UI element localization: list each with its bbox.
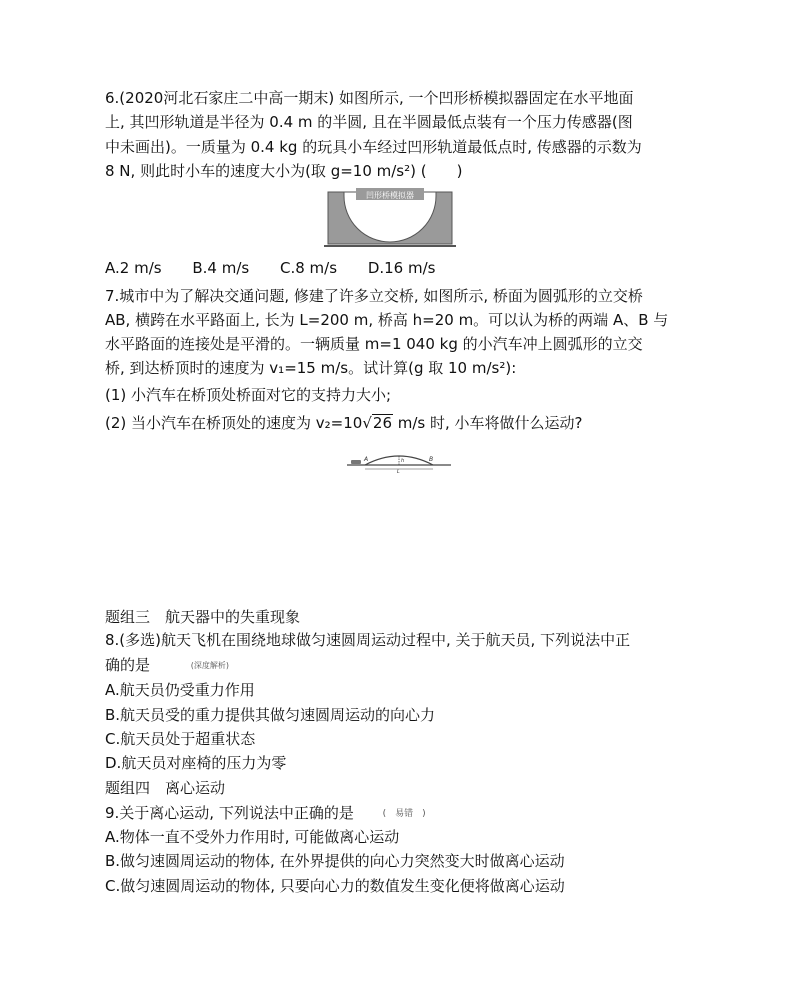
q8-line-1: 8.(多选)航天飞机在围绕地球做匀速圆周运动过程中, 关于航天员, 下列说法中正 (105, 631, 631, 649)
q7-line-2: AB, 横跨在水平路面上, 长为 L=200 m, 桥高 h=20 m。可以认为桥的两端 A、B 与 (105, 311, 669, 329)
q8-option-a[interactable]: A.航天员仍受重力作用 (105, 681, 255, 699)
q8-option-b[interactable]: B.航天员受的重力提供其做匀速圆周运动的向心力 (105, 706, 436, 724)
q8-option-d[interactable]: D.航天员对座椅的压力为零 (105, 754, 287, 772)
q9-line-1 (105, 803, 426, 824)
q6-option-c[interactable]: C.8 m/s (279, 259, 338, 277)
q7-line-3: 水平路面的连接处是平滑的。一辆质量 m=1 040 kg 的小汽车冲上圆弧形的立交 (105, 335, 643, 353)
sqrt-radicand: 26 (372, 414, 392, 432)
label-b: B (429, 456, 434, 463)
q7-sub-2-pre: (2) 当小汽车在桥顶处的速度为 v₂=10 (105, 414, 363, 432)
q6-option-b[interactable]: B.4 m/s (192, 259, 250, 277)
q8-line-2 (105, 655, 229, 676)
concave-bridge-figure (324, 186, 456, 250)
q9-option-b[interactable]: B.做匀速圆周运动的物体, 在外界提供的向心力突然变大时做离心运动 (105, 852, 565, 870)
q6-line-4: 8 N, 则此时小车的速度大小为(取 g=10 m/s²) ( ) (105, 162, 463, 180)
q9-option-c[interactable]: C.做匀速圆周运动的物体, 只要向心力的数值发生变化便将做离心运动 (105, 877, 565, 895)
q7-sub-2: (2) 当小汽车在桥顶处的速度为 v₂=10√26 m/s 时, 小车将做什么运动? (105, 414, 583, 432)
q9-stem: 9.关于离心运动, 下列说法中正确的是 (105, 804, 354, 822)
overpass-bridge-figure (345, 449, 453, 473)
q8-option-c[interactable]: C.航天员处于超重状态 (105, 730, 256, 748)
q9-tag: ( 易错 ) (382, 808, 426, 819)
group4-title: 题组四 离心运动 (105, 779, 226, 797)
q6-line-1: 6.(2020河北石家庄二中高一期末) 如图所示, 一个凹形桥模拟器固定在水平地面 (105, 89, 634, 107)
q6-options (105, 258, 461, 278)
q8-tag: (深度解析) (190, 660, 230, 670)
q7-sub-1: (1) 小汽车在桥顶处桥面对它的支持力大小; (105, 386, 392, 404)
q7-line-4: 桥, 到达桥顶时的速度为 v₁=15 m/s。试计算(g 取 10 m/s²): (105, 359, 517, 377)
group3-title: 题组三 航天器中的失重现象 (105, 608, 301, 626)
figure-label: 凹形桥模拟器 (366, 191, 414, 200)
q6-option-d[interactable]: D.16 m/s (367, 259, 436, 277)
q6-line-3: 中未画出)。一质量为 0.4 kg 的玩具小车经过凹形轨道最低点时, 传感器的示数为 (105, 138, 642, 156)
label-h: h (401, 458, 405, 464)
q6-option-a[interactable]: A.2 m/s (105, 259, 162, 277)
q9-option-a[interactable]: A.物体一直不受外力作用时, 可能做离心运动 (105, 828, 400, 846)
q6-line-2: 上, 其凹形轨道是半径为 0.4 m 的半圆, 且在半圆最低点装有一个压力传感器(图 (105, 113, 633, 131)
label-l: L (397, 469, 400, 473)
label-a: A (364, 456, 369, 463)
q8-stem-end: 确的是 (105, 656, 151, 674)
car-icon (351, 460, 361, 464)
q7-sub-2-post: m/s 时, 小车将做什么运动? (393, 414, 583, 432)
q7-line-1: 7.城市中为了解决交通问题, 修建了许多立交桥, 如图所示, 桥面为圆弧形的立交桥 (105, 287, 643, 305)
